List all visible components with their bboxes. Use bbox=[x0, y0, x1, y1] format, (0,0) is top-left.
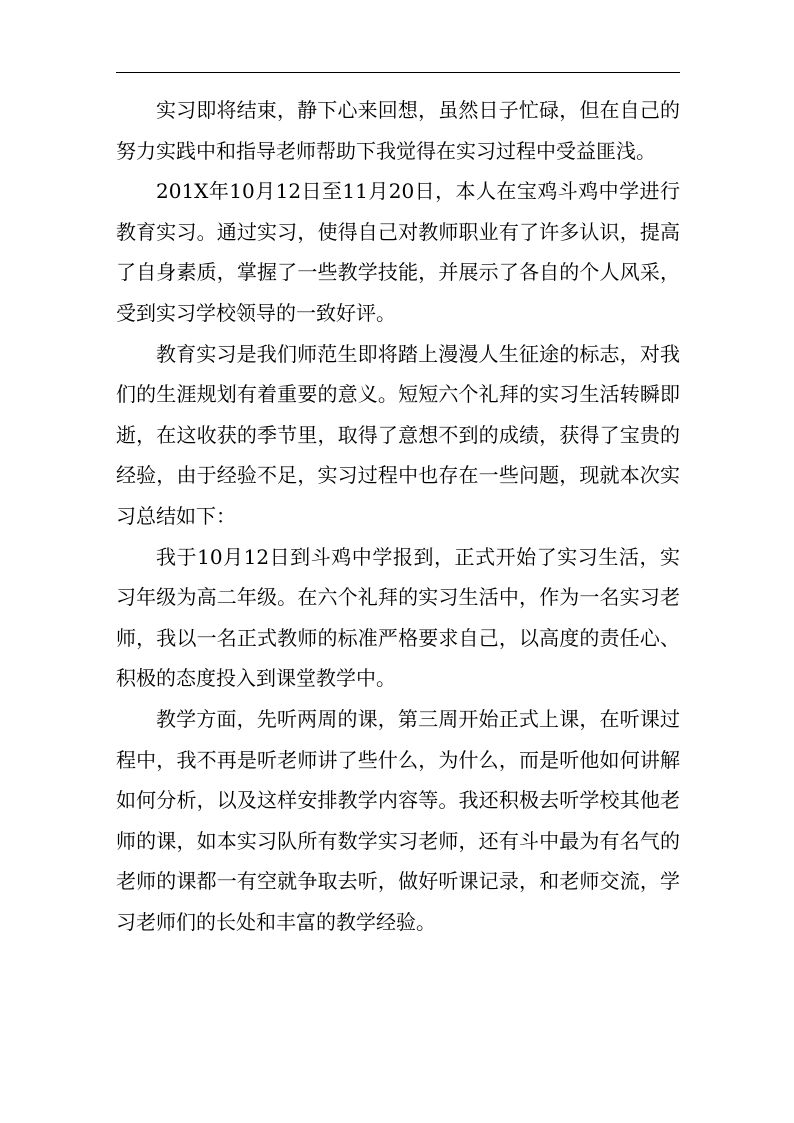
header-rule bbox=[116, 72, 680, 73]
document-body bbox=[116, 90, 680, 942]
paragraph-3: 教育实习是我们师范生即将踏上漫漫人生征途的标志，对我们的生涯规划有着重要的意义。短短六个礼拜的实习生活转瞬即逝，在这收获的季节里，取得了意想不到的成绩，获得了宝贵的经验，由于经验不足，实习过程中也存在一些问题，现就本次实习总结如下： bbox=[116, 341, 680, 528]
paragraph-5: 教学方面，先听两周的课，第三周开始正式上课，在听课过程中，我不再是听老师讲了些什么，为什么，而是听他如何讲解如何分析，以及这样安排教学内容等。我还积极去听学校其他老师的课，如本实习队所有数学实习老师，还有斗中最为有名气的老师的课都一有空就争取去听，做好听课记录，和老师交流，学习老师们的长处和丰富的教学经验。 bbox=[116, 706, 680, 934]
paragraph-4: 我于10月12日到斗鸡中学报到，正式开始了实习生活，实习年级为高二年级。在六个礼拜的实习生活中，作为一名实习老师，我以一名正式教师的标准严格要求自己，以高度的责任心、积极的态度投入到课堂教学中。 bbox=[116, 544, 680, 691]
paragraph-2: 201X年10月12日至11月20日，本人在宝鸡斗鸡中学进行教育实习。通过实习，使得自己对教师职业有了许多认识，提高了自身素质，掌握了一些教学技能，并展示了各自的个人风采，受到实习学校领导的一致好评。 bbox=[116, 179, 680, 325]
paragraph-1: 实习即将结束，静下心来回想，虽然日子忙碌，但在自己的努力实践中和指导老师帮助下我觉得在实习过程中受益匪浅。 bbox=[116, 98, 680, 163]
